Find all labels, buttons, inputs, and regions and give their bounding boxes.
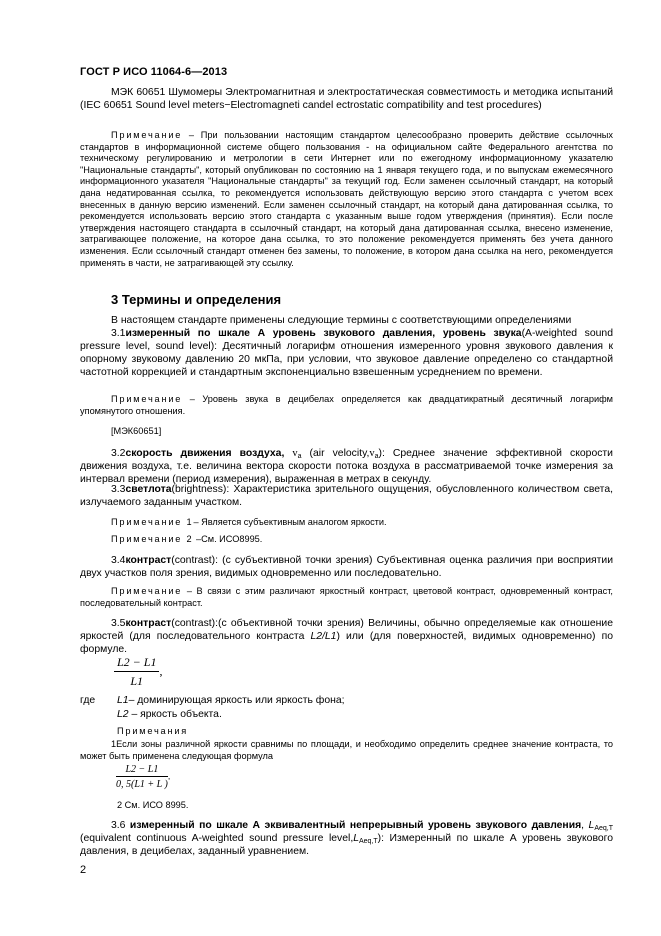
term-3-1 <box>80 327 613 379</box>
term-number: 3.6 <box>111 820 126 831</box>
symbol-letter-2: L <box>353 833 359 844</box>
note-2-term-3-3 <box>80 534 613 546</box>
contrast-formula <box>114 655 162 689</box>
symbol-subscript: Aeq,T <box>594 825 614 832</box>
where-l2-text: – яркость объекта. <box>128 709 222 720</box>
note-label: Примечание 1 <box>111 517 194 527</box>
note-2-term-3-5: 2 См. ИСО 8995. <box>117 800 189 810</box>
term-symbol <box>292 448 301 459</box>
formula-denominator: 0, 5(L1 + L ) <box>116 779 168 790</box>
note-text: – В связи с этим различают яркостный контраст, цветовой контраст, одновременный контраст, последовательный контраст. <box>80 586 613 608</box>
term-number: 3.1 <box>111 328 126 339</box>
source-term-3-1: [МЭК60651] <box>111 426 162 436</box>
section-title: 3 Термины и определения <box>111 292 282 307</box>
formula-denominator: L1 <box>130 674 144 688</box>
term-number: 3.5 <box>111 618 126 629</box>
note-text: – Является субъективным аналогом яркости. <box>193 517 387 527</box>
term-3-6 <box>80 819 613 858</box>
term-name: скорость движения воздуха, <box>125 448 285 459</box>
notes-label <box>117 726 597 738</box>
symbol-l1: L1 <box>117 695 129 706</box>
term-definition: (A-weighted sound pressure level, sound level): Десятичный логарифм отношения измеренного уровня звукового давления к опорному звуковому давлению 20 мкПа, при условии, что звуковое давление определено со стандартной частотной коррекцией и стандартным экспоненциально взвешенным усреднением по времени. <box>80 328 613 378</box>
term-name: измеренный по шкале А эквивалентный непрерывный уровень звукового давления <box>125 820 582 831</box>
term-definition-b: ) или (для поверхностей, видимых одновременно) по формуле. <box>80 631 613 655</box>
note-term-3-4 <box>80 586 613 609</box>
note-text: –См. ИСО8995. <box>193 534 263 544</box>
note-text: – При пользовании настоящим стандартом целесообразно проверить действие ссылочных стандартов в информационной системе общего пользования - на официальном сайте Федерального агентства по техническому регулированию и метрологии в сети Интернет или по ежегодному информационному указателю "Национальные стандарты", который опубликован по состоянию на 1 января текущего года, и по выпускам ежемесячного информационного указателя "Национальные стандарты" за текущий год. Если заменен ссылочный стандарт, на который дана недатированная ссылка, то рекомендуется использовать действующую версию этого стандарта с учетом всех внесенных в данную версию изменений. Если заменен ссылочный стандарт, на который дана датированная ссылка, то рекомендуется использовать версию этого стандарта с указанным выше годом утверждения (принятия). Если после утверждения настоящего стандарта в ссылочный стандарт, на который дана датированная ссылка, внесено изменение, затрагивающее положение, на которое дана ссылка, то это положение рекомендуется применять без учета данного изменения. Если ссылочный стандарт отменен без замены, то положение, в котором дана ссылка на него, рекомендуется применять в части, не затрагивающей эту ссылку. <box>80 130 613 268</box>
symbol-letter: v <box>292 448 298 459</box>
symbol-l2: L2 <box>117 709 129 720</box>
formula-tail: , <box>159 663 163 678</box>
term-3-2 <box>80 447 613 486</box>
note-label: Примечание <box>111 394 183 404</box>
note-label: Примечание 2 <box>111 534 194 544</box>
symbol-subscript-2: a <box>374 453 379 460</box>
note-label: Примечание <box>111 130 183 140</box>
term-name: контраст <box>125 618 172 629</box>
term-name: измеренный по шкале А уровень звукового давления, уровень звука <box>125 328 522 339</box>
term-definition: ): Измеренный по шкале А уровень звукового давления, в децибелах, заданный уравнением. <box>80 833 613 857</box>
term-number: 3.2 <box>111 448 126 459</box>
symbol-subscript: a <box>297 453 302 460</box>
formula-fraction <box>114 655 159 689</box>
term-number: 3.3 <box>111 484 126 495</box>
symbol-letter-2: v <box>369 448 375 459</box>
where-l2 <box>117 708 597 721</box>
term-3-5 <box>80 617 613 656</box>
term-definition: (brightness): Характеристика зрительного ощущения, обусловленного количеством света, излучаемого заданным участком. <box>80 484 613 508</box>
note-references <box>80 130 613 269</box>
notes-heading: Примечания <box>117 726 189 736</box>
note-text: – Уровень звука в децибелах определяется как двадцатикратный десятичный логарифм упомянутого отношения. <box>80 394 613 416</box>
term-definition: ): Среднее значение эффективной скорости движения воздуха, т.е. величина вектора скорости потока воздуха в рассматриваемой точке измерения за интервал времени (период измерения), выраженная в метрах в секунду. <box>80 448 613 485</box>
term-name: светлота <box>125 484 172 495</box>
term-english: (equivalent continuous A-weighted sound pressure level, <box>80 833 354 844</box>
formula-fraction <box>116 764 168 790</box>
note-label: Примечание <box>111 586 183 596</box>
term-3-3 <box>80 483 613 509</box>
mean-contrast-formula <box>116 764 170 790</box>
term-3-4 <box>80 554 613 580</box>
where-label: где <box>80 695 96 706</box>
note-term-3-1 <box>80 394 613 417</box>
where-l1 <box>117 694 597 707</box>
term-definition: (contrast): (с субъективной точки зрения) Субъективная оценка различия при восприятии двух участков поля зрения, видимых одновременно или последовательно. <box>80 555 613 579</box>
symbol-letter: L <box>588 820 595 831</box>
term-number: 3.4 <box>111 555 126 566</box>
page-number: 2 <box>80 864 87 876</box>
term-comma: , <box>581 820 585 831</box>
formula-tail: . <box>167 771 171 783</box>
term-english: (air velocity, <box>301 448 370 459</box>
term-name: контраст <box>125 555 172 566</box>
ratio-symbol: L2/L1 <box>310 631 337 642</box>
symbol-subscript-2: Aeq,T <box>358 838 378 845</box>
formula-numerator: L2 − L1 <box>116 764 168 777</box>
note-1-term-3-5: 1Если зоны различной яркости сравнимы по площади, и необходимо определить среднее значение контраста, то может быть применена следующая формула <box>80 739 613 761</box>
formula-numerator: L2 − L1 <box>114 655 159 672</box>
term-definition-a: (contrast):(с объективной точки зрения) Величины, обычно определяемые как отношение яркостей (для последовательного контраста <box>80 618 613 642</box>
section-intro: В настоящем стандарте применены следующие термины с соответствующими определениями <box>111 315 572 326</box>
reference-iec-60651: МЭК 60651 Шумомеры Электромагнитная и электростатическая совместимость и методика испытаний (IEC 60651 Sound level meters−Electromagneti candel ectrostatic compatibility and test procedures) <box>80 87 613 111</box>
where-l1-text: – доминирующая яркость или яркость фона; <box>128 695 345 706</box>
note-1-term-3-3 <box>80 517 613 529</box>
document-code: ГОСТ Р ИСО 11064-6—2013 <box>80 66 228 78</box>
